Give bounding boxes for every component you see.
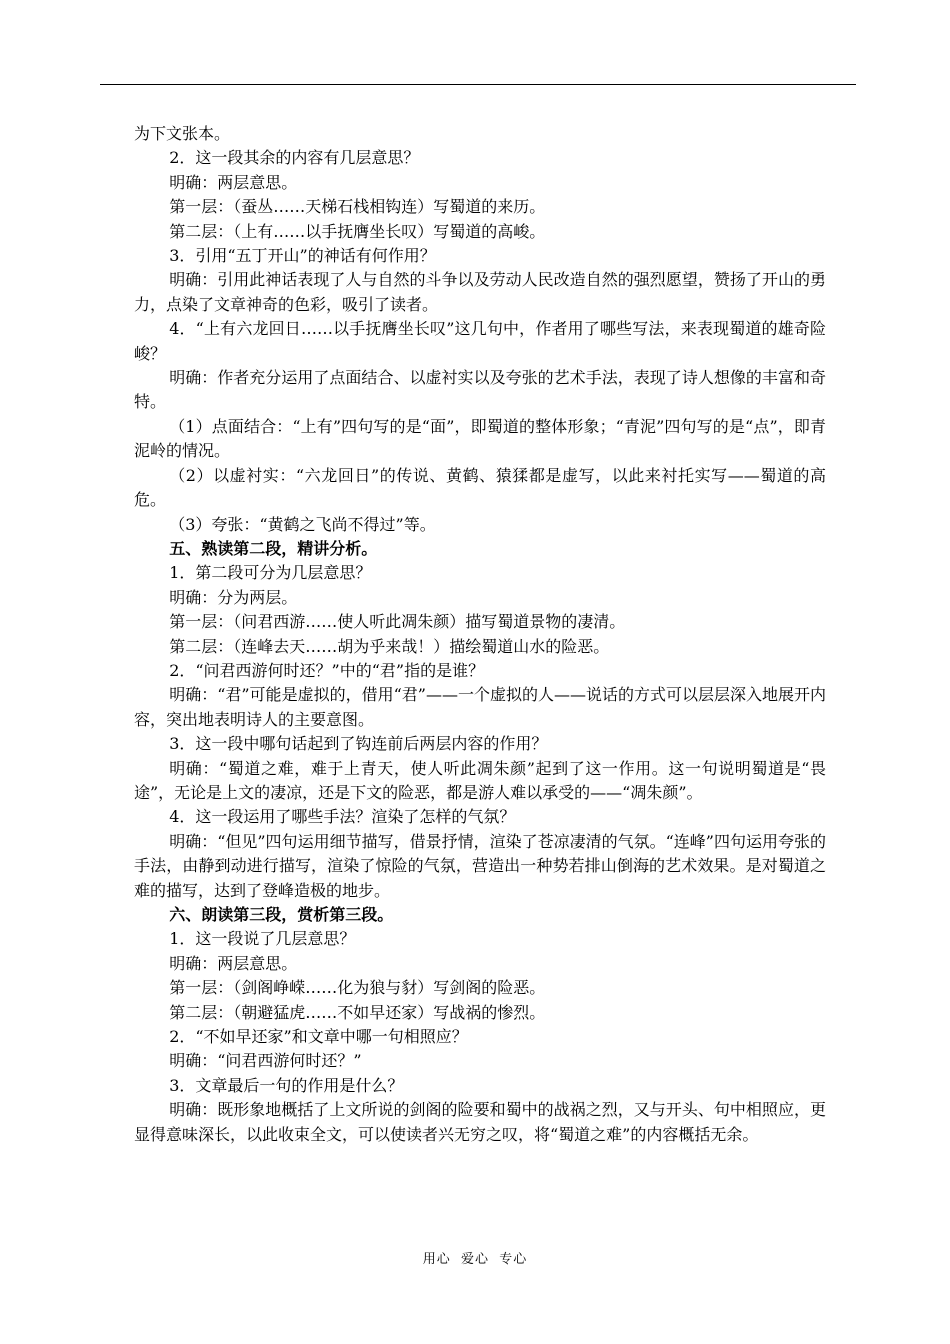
section-heading: 六、朗读第三段，赏析第三段。 [169,905,394,924]
paragraph: 明确：作者充分运用了点面结合、以虚衬实以及夸张的艺术手法，表现了诗人想像的丰富和奇特。 [134,368,826,412]
paragraph: 明确：“君”可能是虚拟的，借用“君”——一个虚拟的人——说话的方式可以层层深入地展开内容，突出地表明诗人的主要意图。 [134,685,826,729]
paragraph: 3．引用“五丁开山”的神话有何作用？ [169,246,436,266]
paragraph: 第一层：（问君西游……使人听此凋朱颜）描写蜀道景物的凄清。 [169,612,626,632]
page-footer: 用心 爱心 专心 [422,1252,528,1267]
paragraph: 第二层：（朝避猛虎……不如早还家）写战祸的惨烈。 [169,1002,546,1022]
paragraph: 1．这一段说了几层意思？ [169,929,356,949]
paragraph: 第一层：（剑阁峥嵘……化为狼与豺）写剑阁的险恶。 [169,978,546,998]
paragraph: 明确：分为两层。 [169,587,298,607]
paragraph: 3．这一段中哪句话起到了钩连前后两层内容的作用？ [169,734,548,754]
paragraph: 明确：两层意思。 [169,953,298,973]
paragraph: 1．第二段可分为几层意思？ [169,563,372,583]
paragraph: 2．“不如早还家”和文章中哪一句相照应？ [169,1027,468,1047]
paragraph: 明确：“蜀道之难，难于上青天，使人听此凋朱颜”起到了这一作用。这一句说明蜀道是“畏途”，无论是上文的凄凉，还是下文的险恶，都是游人难以承受的——“凋朱颜”。 [134,758,826,802]
paragraph: 4．“上有六龙回日……以手抚膺坐长叹”这几句中，作者用了哪些写法，来表现蜀道的雄奇险峻？ [134,319,826,363]
paragraph: 第二层：（上有……以手抚膺坐长叹）写蜀道的高峻。 [169,221,546,241]
paragraph: 3．文章最后一句的作用是什么？ [169,1075,404,1095]
paragraph: 明确：“问君西游何时还？” [169,1051,362,1071]
document-body [134,122,826,1147]
paragraph: （1）点面结合：“上有”四句写的是“面”，即蜀道的整体形象；“青泥”四句写的是“点”，即青泥岭的情况。 [134,416,826,461]
header-rule [100,84,856,85]
paragraph: （3）夸张：“黄鹤之飞尚不得过”等。 [169,514,436,534]
paragraph: 明确：引用此神话表现了人与自然的斗争以及劳动人民改造自然的强烈愿望，赞扬了开山的勇力，点染了文章神奇的色彩，吸引了读者。 [134,270,826,314]
paragraph: 第二层：（连峰去天……胡为乎来哉！）描绘蜀道山水的险恶。 [169,636,610,656]
paragraph: 为下文张本。 [134,124,231,143]
paragraph: 第一层：（蚕丛……天梯石栈相钩连）写蜀道的来历。 [169,197,546,217]
paragraph: 明确：两层意思。 [169,172,298,192]
paragraph: 明确：既形象地概括了上文所说的剑阁的险要和蜀中的战祸之烈，又与开头、句中相照应，更显得意味深长，以此收束全文，可以使读者兴无穷之叹，将“蜀道之难”的内容概括无余。 [134,1100,826,1144]
paragraph: 明确：“但见”四句运用细节描写，借景抒情，渲染了苍凉凄清的气氛。“连峰”四句运用夸张的手法，由静到动进行描写，渲染了惊险的气氛，营造出一种势若排山倒海的艺术效果。是对蜀道之难的描写，达到了登峰造极的地步。 [134,831,826,900]
section-heading: 五、熟读第二段，精讲分析。 [169,538,378,558]
paragraph: 2．“问君西游何时还？”中的“君”指的是谁？ [169,660,485,680]
paragraph: （2）以虚衬实：“六龙回日”的传说、黄鹤、猿猱都是虚写，以此来衬托实写——蜀道的高危。 [134,465,826,510]
paragraph: 4．这一段运用了哪些手法？渲染了怎样的气氛？ [169,807,516,827]
paragraph: 2．这一段其余的内容有几层意思？ [169,148,420,168]
